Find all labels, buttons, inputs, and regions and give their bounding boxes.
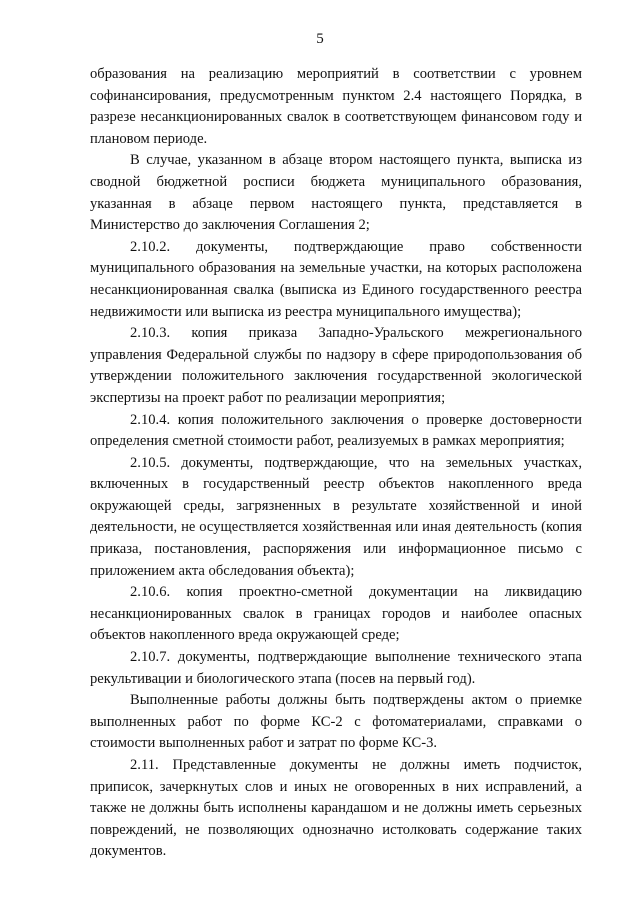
paragraph-2-11: 2.11. Представленные документы не должны иметь подчисток, приписок, зачеркнутых слов и иных не оговоренных в них исправлений, а также не должны быть исполнены карандашом и не должны иметь серьезных повреждений, не позволяющих однозначно истолковать содержание таких документов. — [90, 757, 582, 860]
paragraph-2-10-4: 2.10.4. копия положительного заключения о проверке достоверности определения сметной стоимости работ, реализуемых в рамках мероприятия; — [90, 411, 582, 450]
paragraph-continuation: образования на реализацию мероприятий в соответствии с уровнем софинансирования, предусмотренным пунктом 2.4 настоящего Порядка, в разрезе несанкционированных свалок в соответствующем финансовом году и плановом периоде. — [90, 66, 582, 147]
paragraph-completed-works: Выполненные работы должны быть подтверждены актом о приемке выполненных работ по форме КС-2 с фотоматериалами, справками о стоимости выполненных работ и затрат по форме КС-3. — [90, 692, 582, 752]
paragraph-2-10-5: 2.10.5. документы, подтверждающие, что на земельных участках, включенных в государственный реестр объектов накопленного вреда окружающей среды, загрязненных в результате хозяйственной и иной деятельности, не осуществляется хозяйственная или иная деятельность (копия приказа, постановления, распоряжения или информационное письмо с приложением акта обследования объекта); — [90, 454, 582, 579]
paragraph-budget-extract: В случае, указанном в абзаце втором настоящего пункта, выписка из сводной бюджетной росписи бюджета муниципального образования, указанная в абзаце первом настоящего пункта, представляется в Министерство до заключения Соглашения 2; — [90, 152, 582, 234]
paragraph-2-10-3: 2.10.3. копия приказа Западно-Уральского межрегионального управления Федеральной службы по надзору в сфере природопользования об утверждении положительного заключения государственной экологической экспертизы на проект работ по реализации мероприятия; — [90, 325, 582, 406]
paragraph-2-10-2: 2.10.2. документы, подтверждающие право собственности муниципального образования на земельные участки, на которых расположена несанкционированная свалка (выписка из Единого государственного реестра недвижимости или выписка из реестра муниципального имущества); — [90, 238, 582, 320]
paragraph-2-10-7: 2.10.7. документы, подтверждающие выполнение технического этапа рекультивации и биологического этапа (посев на первый год). — [90, 649, 582, 687]
page-number: 5 — [316, 31, 324, 47]
paragraph-2-10-6: 2.10.6. копия проектно-сметной документации на ликвидацию несанкционированных свалок в границах городов и наиболее опасных объектов накопленного вреда окружающей среде; — [90, 584, 582, 644]
document-body — [90, 64, 582, 863]
